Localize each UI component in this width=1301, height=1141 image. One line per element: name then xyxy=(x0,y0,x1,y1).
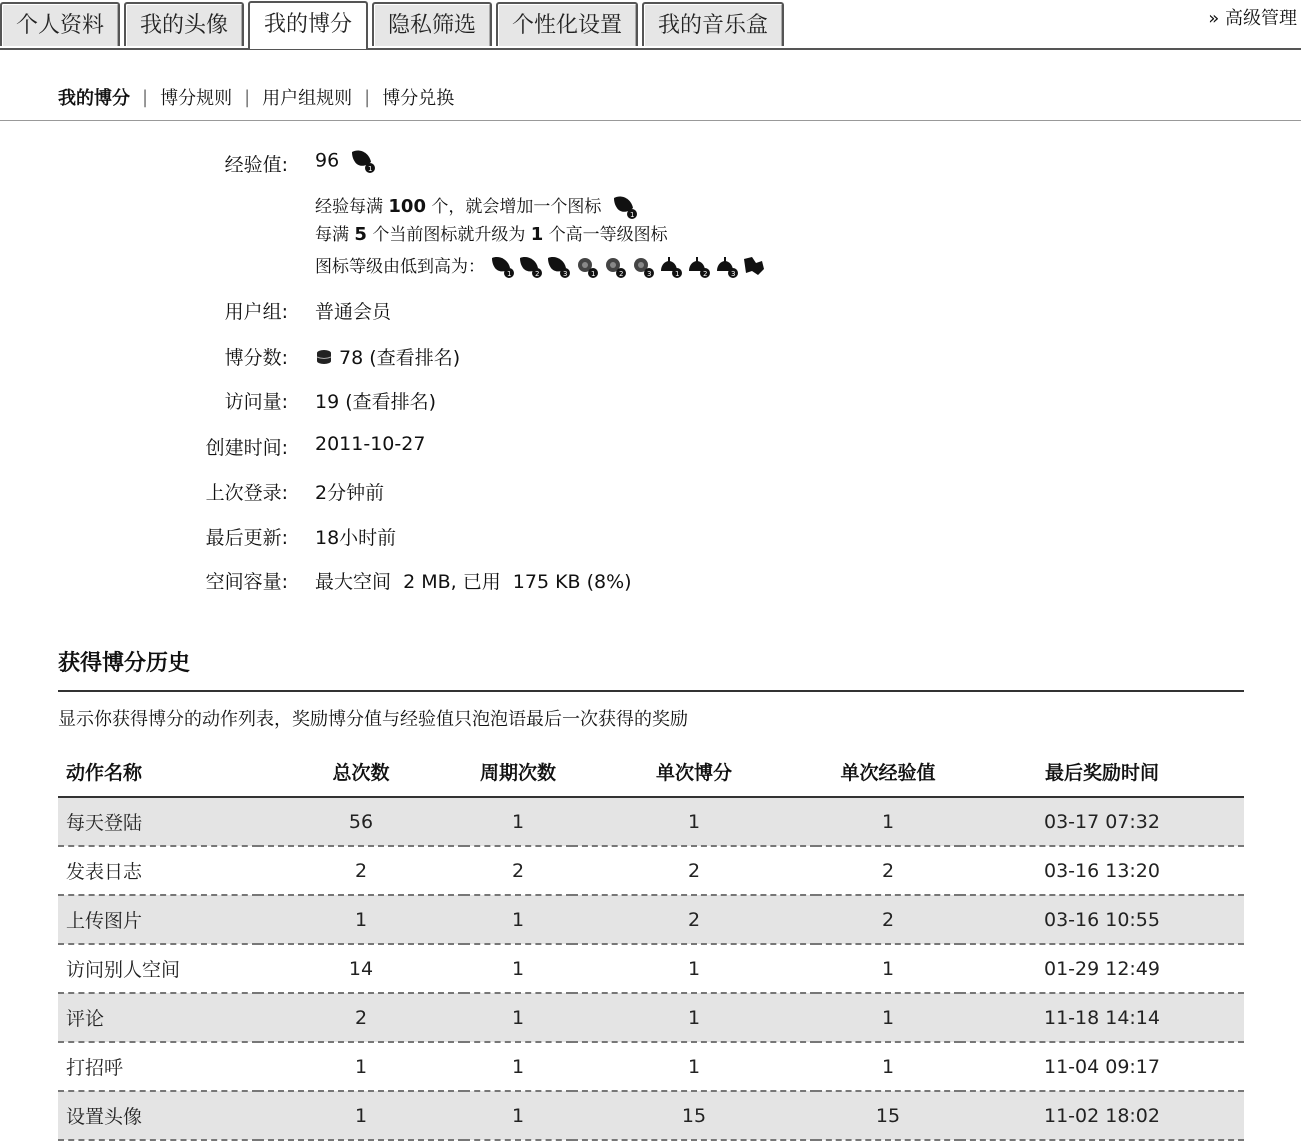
table-cell: 11-02 18:02 xyxy=(960,1091,1244,1140)
subnav-separator: | xyxy=(364,86,371,108)
history-table xyxy=(58,746,1244,1141)
table-cell: 2 xyxy=(572,895,816,944)
last-update-value: 18小时前 xyxy=(315,527,397,549)
experience-rule-1 xyxy=(315,192,639,220)
svg-text:1: 1 xyxy=(675,270,680,278)
tab-profile[interactable]: 个人资料 xyxy=(0,2,120,46)
table-cell: 2 xyxy=(258,846,464,895)
table-cell: 03-16 10:55 xyxy=(960,895,1244,944)
experience-value-row xyxy=(315,148,377,174)
leaf-level-1-icon xyxy=(349,148,377,174)
user-group-label: 用户组: xyxy=(224,301,288,323)
table-cell: 1 xyxy=(464,895,572,944)
svg-text:2: 2 xyxy=(703,270,708,278)
tab-music-box[interactable]: 我的音乐盒 xyxy=(642,2,784,46)
svg-text:3: 3 xyxy=(563,270,568,278)
table-cell: 1 xyxy=(816,797,960,846)
subnav-separator: | xyxy=(142,86,149,108)
rule-text: 个高一等级图标 xyxy=(548,225,668,245)
svg-text:1: 1 xyxy=(591,270,596,278)
table-cell: 15 xyxy=(572,1091,816,1140)
leaf-level-1-icon xyxy=(490,255,516,279)
table-cell: 11-04 09:17 xyxy=(960,1042,1244,1091)
last-login-value: 2分钟前 xyxy=(315,482,385,504)
advanced-manage-link[interactable]: » 高级管理 xyxy=(1208,8,1297,29)
rule-text: 个，就会增加一个图标 xyxy=(431,197,602,217)
tab-privacy[interactable]: 隐私筛选 xyxy=(372,2,492,46)
points-value-row xyxy=(315,343,460,370)
flower-level-2-icon xyxy=(602,255,628,279)
table-cell: 2 xyxy=(816,895,960,944)
table-cell: 1 xyxy=(464,993,572,1042)
visits-label: 访问量: xyxy=(224,391,288,413)
last-update-label: 最后更新: xyxy=(205,527,288,549)
rule-text: 经验每满 xyxy=(315,197,383,217)
flower-level-3-icon xyxy=(630,255,656,279)
table-cell: 03-17 07:32 xyxy=(960,797,1244,846)
table-cell: 1 xyxy=(464,797,572,846)
subnav-points-exchange[interactable]: 博分兑换 xyxy=(382,88,455,109)
column-header: 周期次数 xyxy=(464,746,572,797)
rule-text: 个当前图标就升级为 xyxy=(372,225,526,245)
space-label: 空间容量: xyxy=(205,571,288,593)
points-value: 78 xyxy=(339,347,364,369)
visits-rank-link[interactable]: (查看排名) xyxy=(345,391,437,413)
table-cell: 1 xyxy=(464,1091,572,1140)
points-label: 博分数: xyxy=(224,347,288,369)
svg-text:2: 2 xyxy=(535,270,540,278)
rule-text: 每满 xyxy=(315,225,349,245)
rule-number: 1 xyxy=(530,224,544,245)
table-cell: 发表日志 xyxy=(58,846,258,895)
table-cell: 评论 xyxy=(58,993,258,1042)
table-cell: 1 xyxy=(572,993,816,1042)
table-cell: 1 xyxy=(816,1042,960,1091)
tab-bar xyxy=(0,0,1301,50)
table-cell: 2 xyxy=(464,846,572,895)
table-cell: 1 xyxy=(572,1042,816,1091)
table-cell: 每天登陆 xyxy=(58,797,258,846)
subnav-my-points[interactable]: 我的博分 xyxy=(58,88,130,109)
visits-value-row xyxy=(315,387,436,414)
table-cell: 2 xyxy=(258,993,464,1042)
subnav-points-rules[interactable]: 博分规则 xyxy=(160,88,233,109)
leaf-level-2-icon xyxy=(518,255,544,279)
svg-text:2: 2 xyxy=(619,270,624,278)
leaf-level-3-icon xyxy=(546,255,572,279)
tab-personalize[interactable]: 个性化设置 xyxy=(496,2,638,46)
created-label: 创建时间: xyxy=(205,437,288,459)
table-row xyxy=(58,944,1244,993)
subnav-group-rules[interactable]: 用户组规则 xyxy=(262,88,353,109)
table-cell: 1 xyxy=(572,797,816,846)
flower-level-1-icon xyxy=(574,255,600,279)
table-cell: 1 xyxy=(816,944,960,993)
history-divider xyxy=(58,690,1244,692)
table-cell: 56 xyxy=(258,797,464,846)
table-header-row xyxy=(58,746,1244,797)
svg-text:1: 1 xyxy=(507,270,512,278)
svg-text:1: 1 xyxy=(368,165,373,173)
table-cell: 1 xyxy=(464,944,572,993)
table-cell: 14 xyxy=(258,944,464,993)
space-value: 最大空间 2 MB, 已用 175 KB (8%) xyxy=(315,571,632,593)
fruit-level-2-icon xyxy=(686,255,712,279)
table-cell: 访问别人空间 xyxy=(58,944,258,993)
rule-number: 100 xyxy=(388,196,426,217)
table-row xyxy=(58,1091,1244,1140)
experience-rule-3 xyxy=(315,252,768,279)
table-cell: 打招呼 xyxy=(58,1042,258,1091)
points-rank-link[interactable]: (查看排名) xyxy=(369,347,461,369)
table-cell: 1 xyxy=(572,944,816,993)
svg-text:3: 3 xyxy=(647,270,652,278)
fruit-level-1-icon xyxy=(658,255,684,279)
user-group-value: 普通会员 xyxy=(315,301,392,323)
table-cell: 11-18 14:14 xyxy=(960,993,1244,1042)
experience-rule-2 xyxy=(315,220,668,245)
history-title: 获得博分历史 xyxy=(58,651,191,676)
table-row xyxy=(58,846,1244,895)
column-header: 单次博分 xyxy=(572,746,816,797)
crown-leaf-icon xyxy=(742,255,768,279)
sub-navigation xyxy=(58,84,454,110)
table-cell: 2 xyxy=(572,846,816,895)
level-icon-strip xyxy=(490,255,768,279)
subnav-separator: | xyxy=(244,86,251,108)
column-header: 动作名称 xyxy=(58,746,258,797)
table-cell: 2 xyxy=(816,846,960,895)
column-header: 最后奖励时间 xyxy=(960,746,1244,797)
table-row xyxy=(58,993,1244,1042)
svg-text:1: 1 xyxy=(629,211,635,219)
experience-value: 96 xyxy=(315,149,340,172)
tab-my-points[interactable]: 我的博分 xyxy=(248,1,368,49)
table-cell: 15 xyxy=(816,1091,960,1140)
table-cell: 1 xyxy=(258,895,464,944)
subnav-divider xyxy=(0,120,1301,121)
last-login-label: 上次登录: xyxy=(205,482,288,504)
table-cell: 上传图片 xyxy=(58,895,258,944)
leaf-level-1-icon xyxy=(611,194,639,220)
coin-stack-icon xyxy=(315,349,333,365)
rule-number: 5 xyxy=(354,224,367,245)
table-cell: 01-29 12:49 xyxy=(960,944,1244,993)
table-row xyxy=(58,797,1244,846)
table-cell: 1 xyxy=(258,1042,464,1091)
experience-label: 经验值: xyxy=(224,154,288,176)
history-description: 显示你获得博分的动作列表，奖励博分值与经验值只泡泡语最后一次获得的奖励 xyxy=(58,709,688,730)
visits-value: 19 xyxy=(315,391,340,413)
table-cell: 03-16 13:20 xyxy=(960,846,1244,895)
table-row xyxy=(58,1042,1244,1091)
tab-avatar[interactable]: 我的头像 xyxy=(124,2,244,46)
svg-text:3: 3 xyxy=(731,270,736,278)
table-row xyxy=(58,895,1244,944)
rule-text: 图标等级由低到高为： xyxy=(315,257,485,277)
fruit-level-3-icon xyxy=(714,255,740,279)
table-cell: 1 xyxy=(258,1091,464,1140)
column-header: 总次数 xyxy=(258,746,464,797)
column-header: 单次经验值 xyxy=(816,746,960,797)
created-value: 2011-10-27 xyxy=(315,433,426,455)
table-cell: 设置头像 xyxy=(58,1091,258,1140)
table-cell: 1 xyxy=(464,1042,572,1091)
table-cell: 1 xyxy=(816,993,960,1042)
